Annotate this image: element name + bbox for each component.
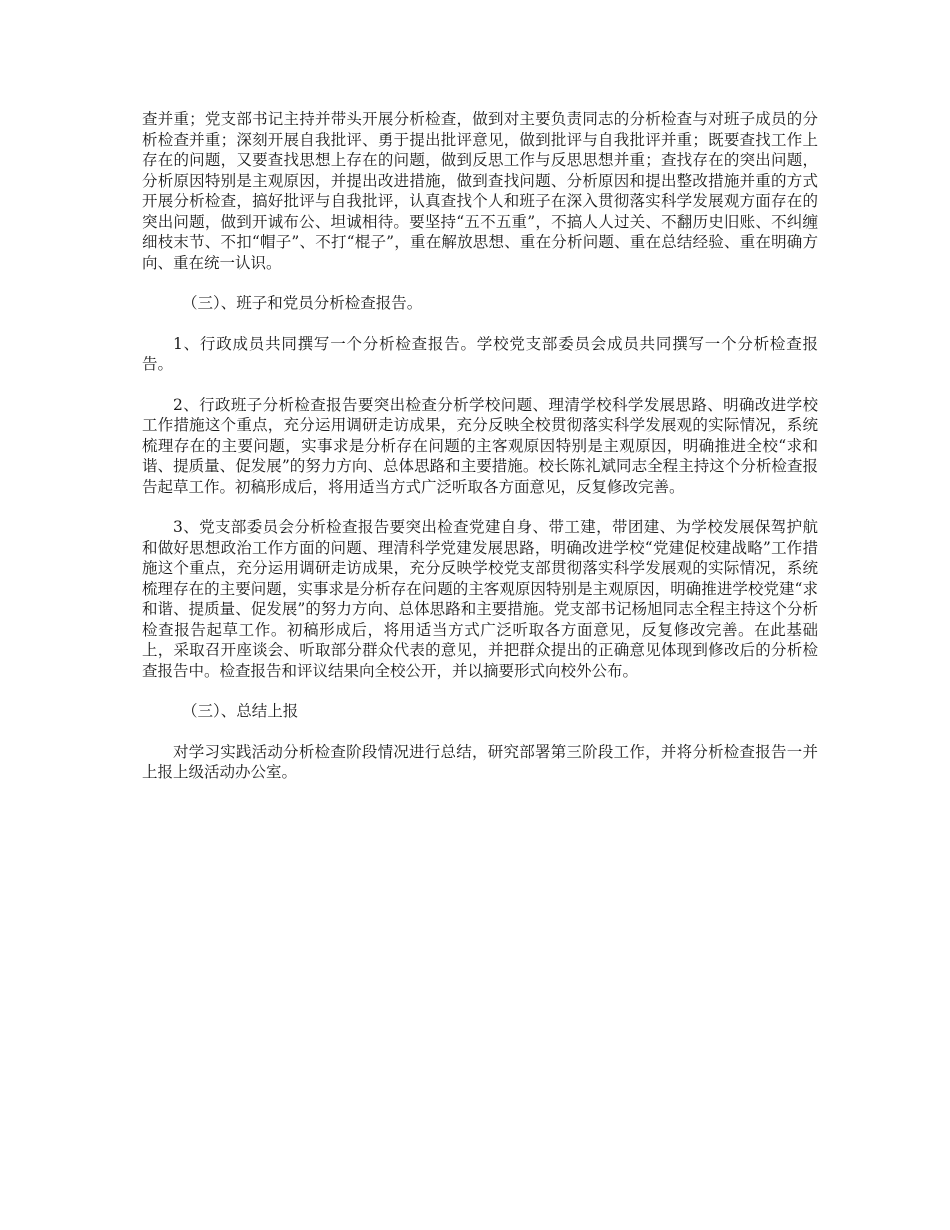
- paragraph-item-1: 1、行政成员共同撰写一个分析检查报告。学校党支部委员会成员共同撰写一个分析检查报告。: [142, 334, 818, 373]
- section-heading-reports: （三）、班子和党员分析检查报告。: [182, 294, 423, 312]
- document-body: [142, 109, 818, 783]
- section-heading-summary: （三）、总结上报: [182, 702, 299, 720]
- paragraph-summary: 对学习实践活动分析检查阶段情况进行总结，研究部署第三阶段工作，并将分析检查报告一并上报上级活动办公室。: [142, 742, 818, 781]
- paragraph-analysis-methods: 查并重；党支部书记主持并带头开展分析检查，做到对主要负责同志的分析检查与对班子成员的分析检查并重；深刻开展自我批评、勇于提出批评意见，做到批评与自我批评并重；既要查找工作上存在的问题，又要查找思想上存在的问题，做到反思工作与反思思想并重；查找存在的突出问题，分析原因特别是主观原因，并提出改进措施，做到查找问题、分析原因和提出整改措施并重的方式开展分析检查，搞好批评与自我批评，认真查找个人和班子在深入贯彻落实科学发展观方面存在的突出问题，做到开诚布公、坦诚相待。要坚持“五不五重”，不搞人人过关、不翻历史旧账、不纠缠细枝末节、不扣“帽子”、不打“棍子”，重在解放思想、重在分析问题、重在总结经验、重在明确方向、重在统一认识。: [142, 110, 818, 272]
- paragraph-item-3: 3、党支部委员会分析检查报告要突出检查党建自身、带工建，带团建、为学校发展保驾护航和做好思想政治工作方面的问题、理清科学党建发展思路，明确改进学校“党建促校建战略”工作措施这个重点，充分运用调研走访成果，充分反映学校党支部贯彻落实科学发展观的实际情况，系统梳理存在的主要问题，实事求是分析存在问题的主客观原因特别是主观原因，明确推进学校党建“求和谐、提质量、促发展”的努力方向、总体思路和主要措施。党支部书记杨旭同志全程主持这个分析检查报告起草工作。初稿形成后，将用适当方式广泛听取各方面意见，反复修改完善。在此基础上，采取召开座谈会、听取部分群众代表的意见，并把群众提出的正确意见体现到修改后的分析检查报告中。检查报告和评议结果向全校公开，并以摘要形式向校外公布。: [142, 518, 818, 680]
- paragraph-item-2: 2、行政班子分析检查报告要突出检查分析学校问题、理清学校科学发展思路、明确改进学校工作措施这个重点，充分运用调研走访成果，充分反映全校贯彻落实科学发展观的实际情况，系统梳理存在的主要问题，实事求是分析存在问题的主客观原因特别是主观原因，明确推进全校“求和谐、提质量、促发展”的努力方向、总体思路和主要措施。校长陈礼斌同志全程主持这个分析检查报告起草工作。初稿形成后，将用适当方式广泛听取各方面意见，反复修改完善。: [142, 395, 818, 496]
